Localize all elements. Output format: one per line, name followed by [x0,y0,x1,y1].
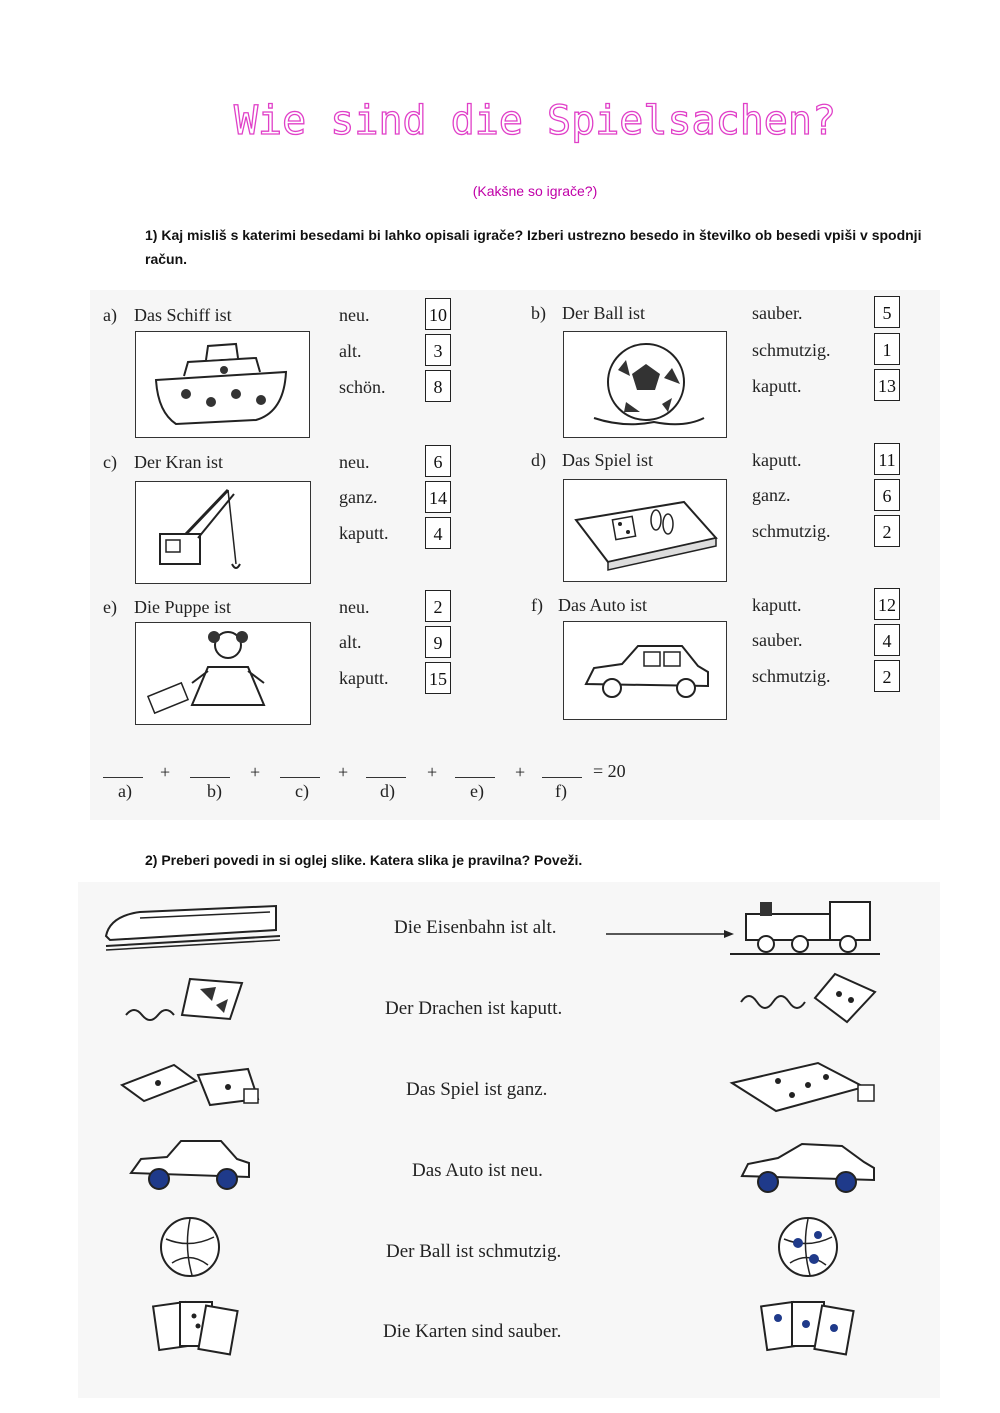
page-subtitle: (Kakšne so igrače?) [472,183,598,199]
option-word: sauber. [752,630,803,650]
sentence-3: Das Spiel ist ganz. [406,1079,548,1100]
item-title-d: Das Spiel ist [562,450,654,470]
clean-ball-icon[interactable] [158,1215,222,1284]
sentence-4: Das Auto ist neu. [412,1160,543,1181]
option-word: schmutzig. [752,666,831,686]
option-word: alt. [339,632,362,652]
doll-icon [135,622,311,725]
option-number-box: 14 [425,481,451,513]
answer-blank-d[interactable] [366,777,406,778]
option-number-box: 10 [425,298,451,330]
sentence-2: Der Drachen ist kaputt. [385,998,563,1019]
item-title-a: Das Schiff ist [134,305,232,325]
option-number-box: 1 [874,333,900,365]
option-number-box: 4 [425,517,451,549]
blank-label-b: b) [207,781,222,801]
item-title-b: Der Ball ist [562,303,645,323]
task-2-instruction: 2) Preberi povedi in si oglej slike. Katera slika je pravilna? Poveži. [145,852,583,868]
option-number-box: 2 [874,660,900,692]
option-word: kaputt. [752,376,802,396]
item-title-f: Das Auto ist [558,595,648,615]
option-number-box: 5 [874,296,900,328]
option-word: neu. [339,452,370,472]
new-car-icon[interactable] [738,1136,878,1205]
kite-icon[interactable] [735,968,885,1037]
board-game-icon [563,479,727,582]
option-number-box: 2 [874,515,900,547]
plus-sign: + [427,762,438,782]
plus-sign: + [160,762,171,782]
plus-sign: + [250,762,261,782]
option-word: ganz. [752,485,791,505]
option-word: schmutzig. [752,340,831,360]
option-word: alt. [339,341,362,361]
sentence-5: Der Ball ist schmutzig. [386,1241,562,1262]
option-word: kaputt. [752,595,802,615]
option-word: kaputt. [752,450,802,470]
item-title-e: Die Puppe ist [134,597,231,617]
blank-label-e: e) [470,781,484,801]
option-number-box: 12 [874,588,900,620]
option-number-box: 11 [874,443,900,475]
old-car-icon[interactable] [125,1133,255,1202]
ball-icon [563,331,727,438]
dirty-ball-icon[interactable] [776,1215,840,1284]
option-number-box: 6 [874,479,900,511]
option-number-box: 15 [425,662,451,694]
task-1-instruction: 1) Kaj misliš s katerimi besedami bi lahko opisali igrače? Izberi ustrezno besedo in številko ob besedi vpiši v spodnji račun. [145,227,922,267]
board-game-icon[interactable] [728,1055,888,1120]
answer-blank-c[interactable] [280,777,320,778]
page-title: Wie sind die Spielsachen? [233,98,837,144]
match-arrow [606,926,734,944]
sentence-1: Die Eisenbahn ist alt. [394,917,557,938]
option-number-box: 2 [425,590,451,622]
option-word: sauber. [752,303,803,323]
damaged-board-game-icon[interactable] [118,1055,268,1120]
option-word: kaputt. [339,668,389,688]
item-letter-b: b) [531,303,546,323]
crane-icon [135,481,311,584]
option-number-box: 4 [874,624,900,656]
sentence-6: Die Karten sind sauber. [383,1321,562,1342]
option-word: neu. [339,305,370,325]
option-number-box: 3 [425,334,451,366]
dirty-cards-icon[interactable] [758,1296,858,1365]
clean-cards-icon[interactable] [150,1296,240,1365]
item-letter-d: d) [531,450,546,470]
option-number-box: 8 [425,370,451,402]
item-letter-a: a) [103,305,117,325]
blank-label-c: c) [295,781,309,801]
option-number-box: 9 [425,626,451,658]
item-letter-e: e) [103,597,117,617]
ship-icon [135,331,310,438]
answer-blank-e[interactable] [455,777,495,778]
option-number-box: 13 [874,369,900,401]
car-icon [563,621,727,720]
blank-label-f: f) [555,781,567,801]
option-number-box: 6 [425,445,451,477]
answer-blank-f[interactable] [542,777,582,778]
answer-blank-a[interactable] [103,777,143,778]
option-word: schmutzig. [752,521,831,541]
broken-kite-icon[interactable] [120,975,260,1040]
answer-blank-b[interactable] [190,777,230,778]
item-letter-f: f) [531,595,543,615]
option-word: schön. [339,377,386,397]
steam-train-icon[interactable] [730,892,880,961]
blank-label-a: a) [118,781,132,801]
modern-train-icon[interactable] [100,896,280,961]
item-title-c: Der Kran ist [134,452,223,472]
blank-label-d: d) [380,781,395,801]
option-word: neu. [339,597,370,617]
item-letter-c: c) [103,452,117,472]
equation-result: = 20 [593,761,626,781]
option-word: kaputt. [339,523,389,543]
option-word: ganz. [339,487,378,507]
plus-sign: + [515,762,526,782]
plus-sign: + [338,762,349,782]
